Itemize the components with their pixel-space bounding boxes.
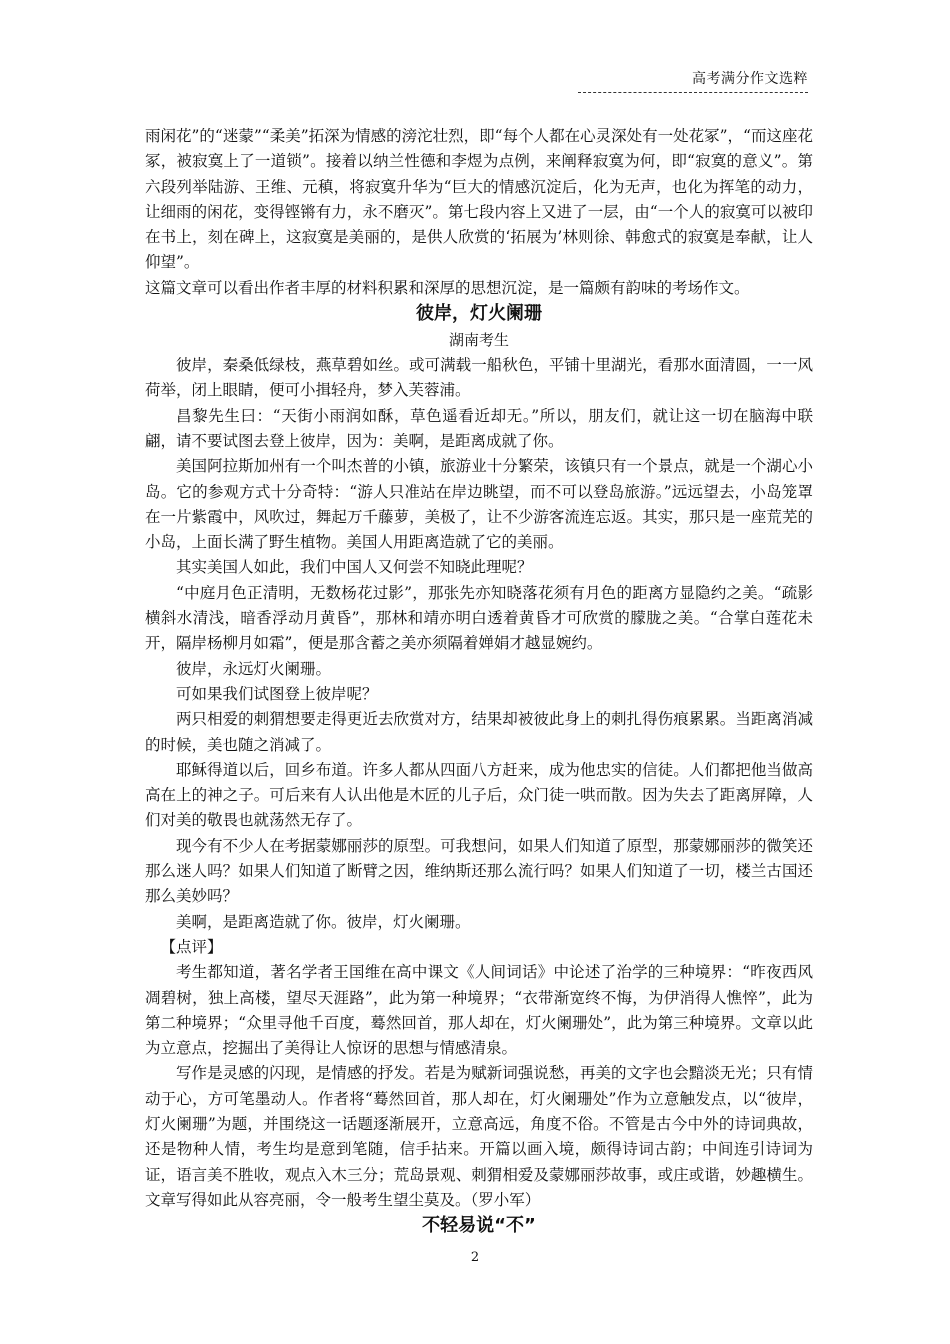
essay-paragraph: 彼岸，秦桑低绿枝，燕草碧如丝。或可满载一船秋色，平铺十里湖光，看那水面清圆，一一风荷举，闭上眼睛，便可小揖轻舟，梦入芙蓉浦。: [145, 356, 813, 400]
essay-title: 彼岸，灯火阑珊: [416, 303, 542, 325]
essay-paragraph: 两只相爱的刺猬想要走得更近去欣赏对方，结果却被彼此身上的刺扎得伤痕累累。当距离消减的时候，美也随之消减了。: [145, 710, 813, 754]
essay-paragraph: 其实美国人如此，我们中国人又何尝不知晓此理呢？: [176, 558, 533, 577]
prev-review-conclusion: 这篇文章可以看出作者丰厚的材料积累和深厚的思想沉淀，是一篇颇有韵味的考场作文。: [145, 278, 750, 297]
page-header: [508, 70, 808, 93]
essay-paragraph: 耶稣得道以后，回乡布道。许多人都从四面八方赶来，成为他忠实的信徒。人们都把他当做高高在上的神之子。可后来有人认出他是木匠的儿子后，众门徒一哄而散。因为失去了距离屏障，人们对美的敬畏也就荡然无存了。: [145, 760, 813, 830]
essay-paragraph: 现今有不少人在考据蒙娜丽莎的原型。可我想问，如果人们知道了原型，那蒙娜丽莎的微笑还那么迷人吗？如果人们知道了断臂之因，维纳斯还那么流行吗？如果人们知道了一切，楼兰古国还那么美妙吗？: [145, 836, 813, 906]
page-number: 2: [470, 1250, 480, 1265]
essay-paragraph: 昌黎先生曰：“天街小雨润如酥，草色遥看近却无。”所以，朋友们，就让这一切在脑海中联翩，请不要试图去登上彼岸，因为：美啊，是距离成就了你。: [145, 406, 813, 450]
essay-paragraph: 美国阿拉斯加州有一个叫杰普的小镇，旅游业十分繁荣，该镇只有一个景点，就是一个湖心小岛。它的参观方式十分奇特：“游人只准站在岸边眺望，而不可以登岛旅游。”远远望去，小岛笼罩在一片紫霞中，风吹过，舞起万千藤萝，美极了，让不少游客流连忘返。其实，那只是一座荒芜的小岛，上面长满了野生植物。美国人用距离造就了它的美丽。: [145, 457, 813, 552]
review-paragraph: 考生都知道，著名学者王国维在高中课文《人间词话》中论述了治学的三种境界：“昨夜西风凋碧树，独上高楼，望尽天涯路”，此为第一种境界；“衣带渐宽终不悔，为伊消得人憔悴”，此为第二种境界；“众里寻他千百度，蓦然回首，那人却在，灯火阑珊处”，此为第三种境界。文章以此为立意点，挖掘出了美得让人惊讶的思想与情感清泉。: [145, 963, 813, 1058]
prev-review-continuation: 雨闲花”的“迷蒙”“柔美”拓深为情感的滂沱壮烈，即“每个人都在心灵深处有一处花冢”，“而这座花冢，被寂寞上了一道锁”。接着以纳兰性德和李煜为点例，来阐释寂寞为何，即“寂寞的意义”。第六段列举陆游、王维、元稹，将寂寞升华为“巨大的情感沉淀后，化为无声，也化为挥笔的动力，让细雨的闲花，变得铿锵有力，永不磨灭”。第七段内容上又进了一层，由“一个人的寂寞可以被印在书上，刻在碑上，这寂寞是美丽的，是供人欣赏的‘拓展为’林则徐、韩愈式的寂寞是奉献，让人仰望”。: [145, 127, 813, 272]
next-essay-title: 不轻易说“不”: [422, 1215, 536, 1237]
essay-paragraph: 美啊，是距离造就了你。彼岸，灯火阑珊。: [176, 912, 471, 931]
article-body: [145, 124, 813, 1239]
essay-paragraph: 可如果我们试图登上彼岸呢？: [176, 684, 378, 703]
header-title: 高考满分作文选粹: [692, 71, 808, 87]
header-dashed-rule: [578, 92, 808, 93]
essay-author: 湖南考生: [448, 331, 509, 350]
review-paragraph: 写作是灵感的闪现，是情感的抒发。若是为赋新词强说愁，再美的文字也会黯淡无光；只有情动于心，方可笔墨动人。作者将“蓦然回首，那人却在，灯火阑珊处”作为立意触发点，以“彼岸，灯火阑珊”为题，并围绕这一话题逐渐展开，立意高远，角度不俗。不管是古今中外的诗词典故，还是物种人情，考生均是意到笔随，信手拈来。开篇以画入境，颇得诗词古韵；中间连引诗词为证，语言美不胜收，观点入木三分；荒岛景观、刺猬相爱及蒙娜丽莎故事，或庄或谐，妙趣横生。文章写得如此从容亮丽，令一般考生望尘莫及。（罗小军）: [145, 1064, 813, 1209]
essay-paragraph: 彼岸，永远灯火阑珊。: [176, 659, 332, 678]
review-label: 【点评】: [160, 937, 223, 956]
essay-paragraph: “中庭月色正清明，无数杨花过影”，那张先亦知晓落花须有月色的距离方显隐约之美。“疏影横斜水清浅，暗香浮动月黄昏”，那林和靖亦明白透着黄昏才可欣赏的朦胧之美。“合掌白莲花未开，隔岸杨柳月如霜”，便是那含蓄之美亦须隔着婵娟才越显婉约。: [145, 583, 813, 653]
